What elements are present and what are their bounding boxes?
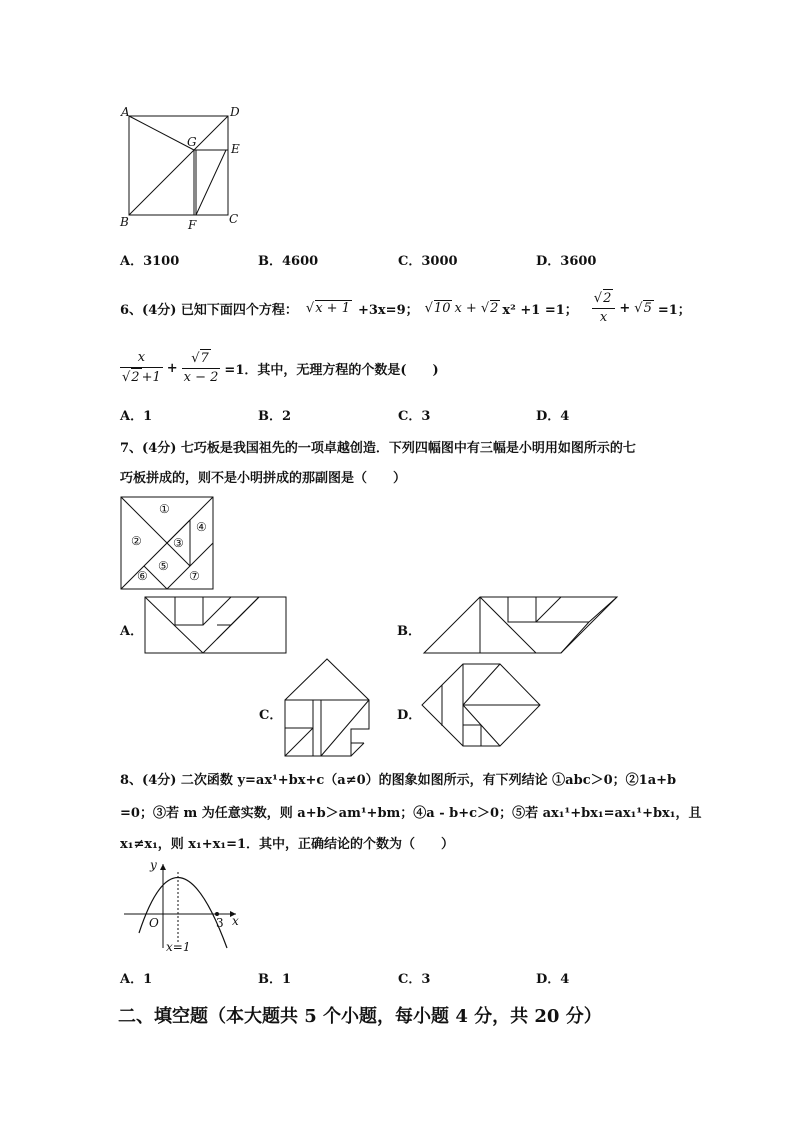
q6-eq3-radical: √ 5 [643, 300, 654, 316]
q6-eq1-radical: √ x + 1 [315, 300, 352, 316]
q7-line1: 7、(4分) 七巧板是我国祖先的一项卓越创造．下列四幅图中有三幅是小明用如图所示的七 [120, 441, 636, 456]
q8-option-c[interactable]: C．3 [398, 972, 431, 987]
q6-eq2-mid: x + [454, 300, 477, 316]
q6-eq2-radical: √ 10 [434, 300, 453, 316]
graph-axis-label: x=1 [166, 940, 191, 954]
q5-option-d[interactable]: D．3600 [536, 254, 597, 269]
q6-eq2-rest: x² +1 =1； [502, 302, 578, 318]
q7-option-a[interactable]: A． [120, 624, 144, 639]
point-c-label: C [229, 212, 239, 226]
tangram-piece-2: ② [131, 534, 142, 548]
q6-eq3-plus: + [619, 300, 631, 316]
q5-option-c[interactable]: C．3000 [398, 254, 458, 269]
q7-option-c[interactable]: C． [259, 708, 283, 723]
point-e-label: E [231, 142, 240, 156]
q6-eq4-den2: x − 2 [183, 370, 219, 385]
point-g-label: G [187, 135, 197, 149]
q6-eq4-num2-radical: √ 7 [200, 349, 211, 368]
point-f-label: F [188, 218, 197, 232]
graph-three-label: 3 [216, 916, 224, 930]
q8-line1: 8、(4分) 二次函数 y=ax¹+bx+c（a≠0）的图象如图所示，有下列结论 ①abc＞0；②1a+b [120, 773, 677, 788]
q8-option-d[interactable]: D．4 [536, 972, 570, 987]
tangram-piece-3: ③ [173, 536, 184, 550]
q6-eq1-rest: +3x=9； [357, 302, 419, 318]
q6-tail: =1．其中，无理方程的个数是( ) [224, 362, 439, 378]
q6-eq3-rest: =1； [657, 302, 691, 318]
q6-eq3-num-radical: √ 2 [603, 289, 614, 308]
q6-option-a[interactable]: A．1 [120, 409, 153, 424]
q6-eq4-plus: + [166, 360, 178, 376]
tangram-piece-6: ⑥ [137, 569, 148, 583]
q6-eq4-num: x [120, 349, 163, 368]
q8-option-b[interactable]: B．1 [258, 972, 292, 987]
point-d-label: D [230, 105, 240, 119]
point-a-label: A [121, 105, 130, 119]
q6-eq4-den-rest: +1 [141, 370, 161, 385]
tangram-piece-4: ④ [196, 520, 207, 534]
graph-y-label: y [150, 858, 157, 872]
section-fill-blank-title: 二、填空题（本大题共 5 个小题，每小题 4 分，共 20 分） [118, 1006, 602, 1027]
q6-option-d[interactable]: D．4 [536, 409, 570, 424]
point-b-label: B [120, 215, 129, 229]
q6-head: 6、(4分) 已知下面四个方程： [120, 302, 298, 318]
graph-x-label: x [232, 914, 239, 928]
q7-option-d[interactable]: D． [397, 708, 422, 723]
q6-option-b[interactable]: B．2 [258, 409, 292, 424]
q6-eq2-radical2: √ 2 [490, 300, 501, 316]
q7-line2: 巧板拼成的，则不是小明拼成的那副图是（ ） [120, 471, 407, 486]
q6-eq3-den: x [599, 310, 608, 325]
q8-line3: x₁≠x₁，则 x₁+x₁=1．其中，正确结论的个数为（ ） [120, 837, 455, 852]
q7-option-b[interactable]: B． [397, 624, 421, 639]
tangram-piece-1: ① [159, 502, 170, 516]
q5-option-a[interactable]: A．3100 [120, 254, 180, 269]
q6-option-c[interactable]: C．3 [398, 409, 431, 424]
tangram-piece-5: ⑤ [158, 559, 169, 573]
q8-line2: =0；③若 m 为任意实数，则 a+b＞am¹+bm；④a - b+c＞0；⑤若 ax₁¹+bx₁=ax₁¹+bx₁，且 [120, 806, 702, 821]
q5-option-b[interactable]: B．4600 [258, 254, 319, 269]
q8-option-a[interactable]: A．1 [120, 972, 153, 987]
q6-eq4-den-radical: √ 2 [131, 368, 142, 387]
tangram-piece-7: ⑦ [189, 569, 200, 583]
graph-origin-label: O [149, 916, 159, 930]
